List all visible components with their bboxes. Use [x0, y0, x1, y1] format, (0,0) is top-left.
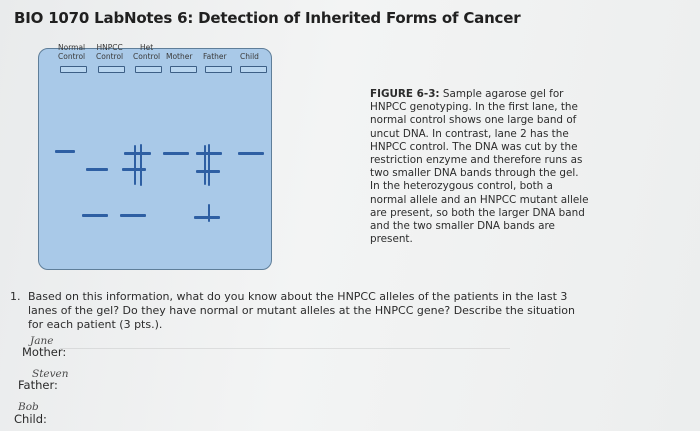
question-1	[10, 290, 580, 332]
figure-caption-text: Sample agarose gel for HNPCC genotyping. In the first lane, the normal control shows one large band of uncut DNA. In contrast, lane 2 has the HNPCC control. The DNA was cut by the restriction enzyme and therefore runs as two smaller DNA bands through the gel. In the heterozygous control, both a normal allele and an HNPCC mutant allele are present, so both the larger DNA band and the two smaller DNA bands are present.	[370, 88, 589, 246]
lane-header-mother: Mother	[166, 52, 193, 61]
father-label: Father:	[18, 378, 58, 392]
gel-well	[170, 66, 197, 73]
gel-band-small	[194, 216, 220, 219]
gel-pen-mark	[208, 144, 210, 186]
gel-band-large	[238, 152, 264, 155]
gel-well	[240, 66, 267, 73]
lane-header-hnpcc-control: HNPCC Control	[96, 43, 124, 61]
lane-header-het-control: Het Control	[133, 43, 161, 61]
gel-pen-mark	[134, 145, 136, 185]
mother-handwritten-name: Jane	[30, 335, 54, 347]
gel-band-large	[163, 152, 189, 155]
father-handwritten-name: Steven	[32, 368, 69, 380]
page-title: BIO 1070 LabNotes 6: Detection of Inherited Forms of Cancer	[14, 9, 521, 27]
gel-well	[60, 66, 87, 73]
gel-well	[205, 66, 232, 73]
gel-band-small	[82, 214, 108, 217]
lane-header-child: Child	[240, 52, 259, 61]
gel-well	[98, 66, 125, 73]
mother-label: Mother:	[22, 345, 67, 359]
gel-pen-mark	[140, 144, 142, 186]
figure-caption-label: FIGURE 6-3:	[370, 88, 440, 100]
gel-pen-mark	[208, 204, 210, 222]
gel-background	[38, 48, 272, 270]
question-number: 1.	[10, 290, 21, 303]
faint-line	[60, 348, 510, 349]
gel-pen-mark	[204, 145, 206, 185]
child-handwritten-name: Bob	[18, 401, 39, 413]
question-text: Based on this information, what do you know about the HNPCC alleles of the patients in the last 3 lanes of the gel? Do they have normal or mutant alleles at the HNPCC gene? Describe the situation for each patient (3 pts.).	[28, 290, 575, 331]
gel-band-large	[55, 150, 75, 153]
child-label: Child:	[14, 412, 47, 426]
gel-well	[135, 66, 162, 73]
figure-caption	[370, 88, 590, 246]
gel-band-small	[120, 214, 146, 217]
lane-header-father: Father	[203, 52, 227, 61]
lane-header-normal-control: Normal Control	[58, 43, 86, 61]
gel-band-medium	[86, 168, 108, 171]
gel-band-large	[124, 152, 151, 155]
